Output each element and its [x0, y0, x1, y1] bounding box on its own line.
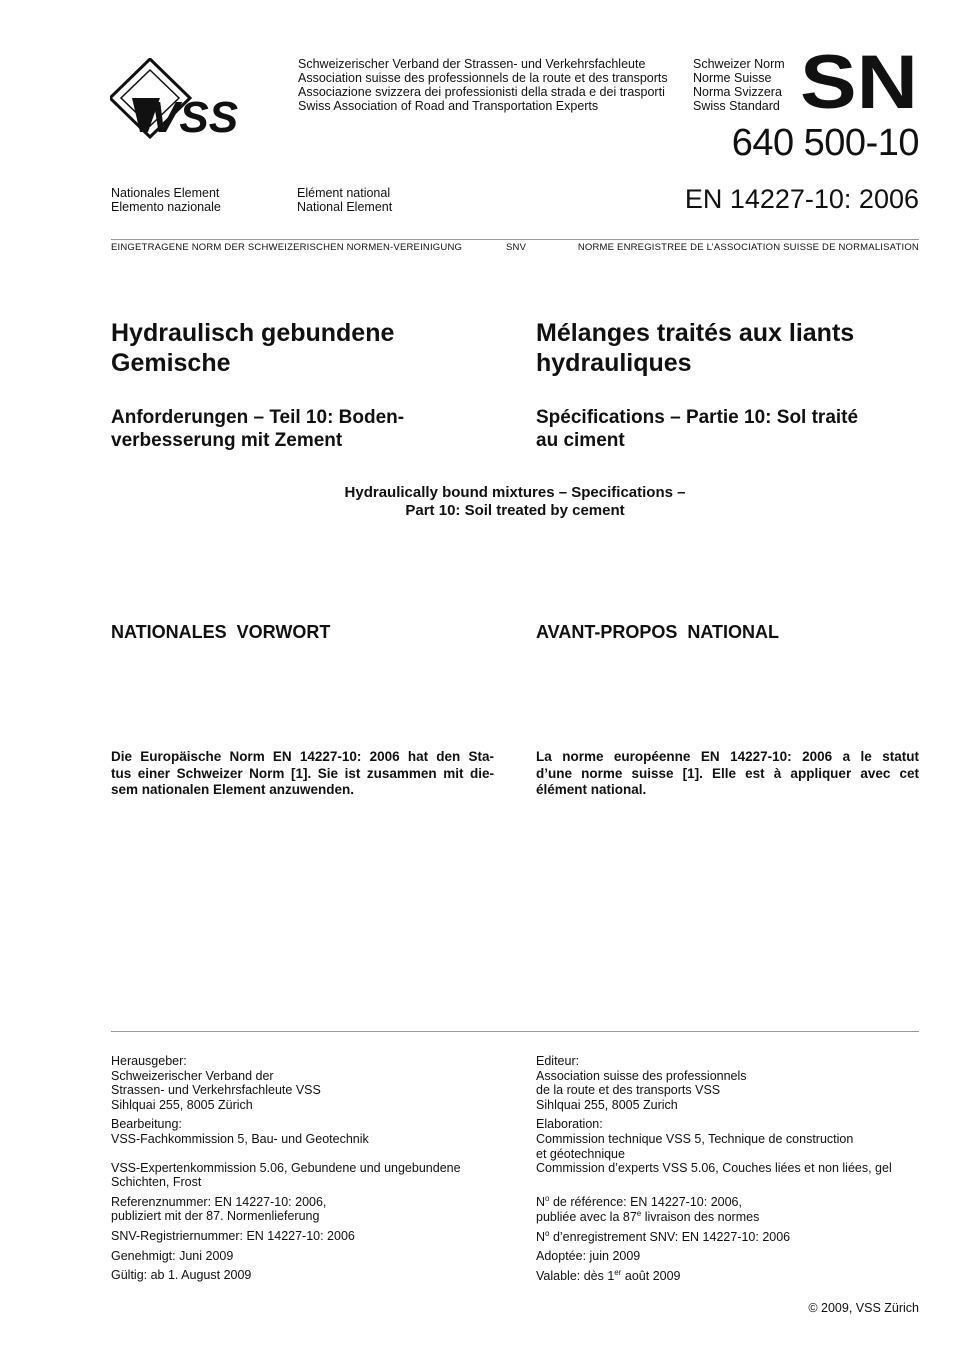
imprint-fr: Editeur: Association suisse des professionnels de la route et des transports VSS Sihlquai 255, 8005 Zurich Elaboration: Commission technique VSS 5, Technique de construction et géotechnique Commission d’experts VSS 5.06, Couches liées et non liées, gel $N^o$ de référence: EN 14227-10: 2006, publiée avec la 87e livraison des normes $N^o$ d’enregistrement SNV: EN 14227-10: 2006 Adoptée: juin 2009 Valable: dès 1er août 2009: [536, 1054, 892, 1283]
title-de: Hydraulisch gebundene Gemische: [111, 319, 395, 377]
foreword-text-fr: La norme européenne EN 14227-10: 2006 a le statut d’une norme suisse [1]. Elle est à appliquer avec cet élément national.: [536, 749, 919, 797]
footer-rule: [111, 1031, 919, 1032]
norm-number: 640 500-10: [731, 122, 919, 164]
organisation-names: Schweizerischer Verband der Strassen- und Verkehrsfachleute Association suisse des professionnels de la route et des transports Associazione svizzera dei professionisti della strada e dei trasporti Swiss Association of Road and Transportation Experts: [298, 57, 668, 113]
standard-type-labels: Schweizer Norm Norme Suisse Norma Svizzera Swiss Standard: [693, 57, 785, 113]
header-rule: [111, 239, 919, 240]
registry-fr: NORME ENREGISTREE DE L’ASSOCIATION SUISSE DE NORMALISATION: [577, 242, 919, 253]
registry-de: EINGETRAGENE NORM DER SCHWEIZERISCHEN NORMEN-VEREINIGUNG: [111, 242, 463, 253]
title-fr: Mélanges traités aux liants hydrauliques: [536, 319, 855, 377]
foreword-heading-de: NATIONALES VORWORT: [111, 622, 331, 642]
title-en: Hydraulically bound mixtures – Specifications – Part 10: Soil treated by cement: [344, 484, 686, 519]
element-labels-right: Elément national National Element: [297, 186, 393, 214]
svg-text:VSS: VSS: [150, 93, 239, 140]
en-number: EN 14227-10: 2006: [684, 184, 919, 214]
registry-snv: SNV: [506, 242, 527, 253]
foreword-heading-fr: AVANT-PROPOS NATIONAL: [536, 622, 779, 642]
sn-logo: [802, 48, 920, 114]
foreword-text-de: Die Europäische Norm EN 14227-10: 2006 hat den Sta- tus einer Schweizer Norm [1]. Sie ist zusammen mit die- sem nationalen Element anzuwenden.: [111, 749, 494, 797]
subtitle-fr: Spécifications – Partie 10: Sol traité au ciment: [536, 407, 859, 451]
subtitle-de: Anforderungen – Teil 10: Boden- verbesserung mit Zement: [111, 407, 405, 451]
svg-text:SN: SN: [802, 48, 918, 114]
imprint-de: Herausgeber: Schweizerischer Verband der Strassen- und Verkehrsfachleute VSS Sihlquai 255, 8005 Zürich Bearbeitung: VSS-Fachkommission 5, Bau- und Geotechnik VSS-Expertenkommission 5.06, Gebundene und ungebundene Schichten, Frost Referenznummer: EN 14227-10: 2006, publiziert mit der 87. Normenlieferung SNV-Registriernummer: EN 14227-10: 2006 Genehmigt: Juni 2009 Gültig: ab 1. August 2009: [111, 1054, 461, 1283]
copyright: © 2009, VSS Zürich: [808, 1301, 919, 1315]
vss-logo: [110, 58, 290, 140]
element-labels-left: Nationales Element Elemento nazionale: [111, 186, 221, 214]
